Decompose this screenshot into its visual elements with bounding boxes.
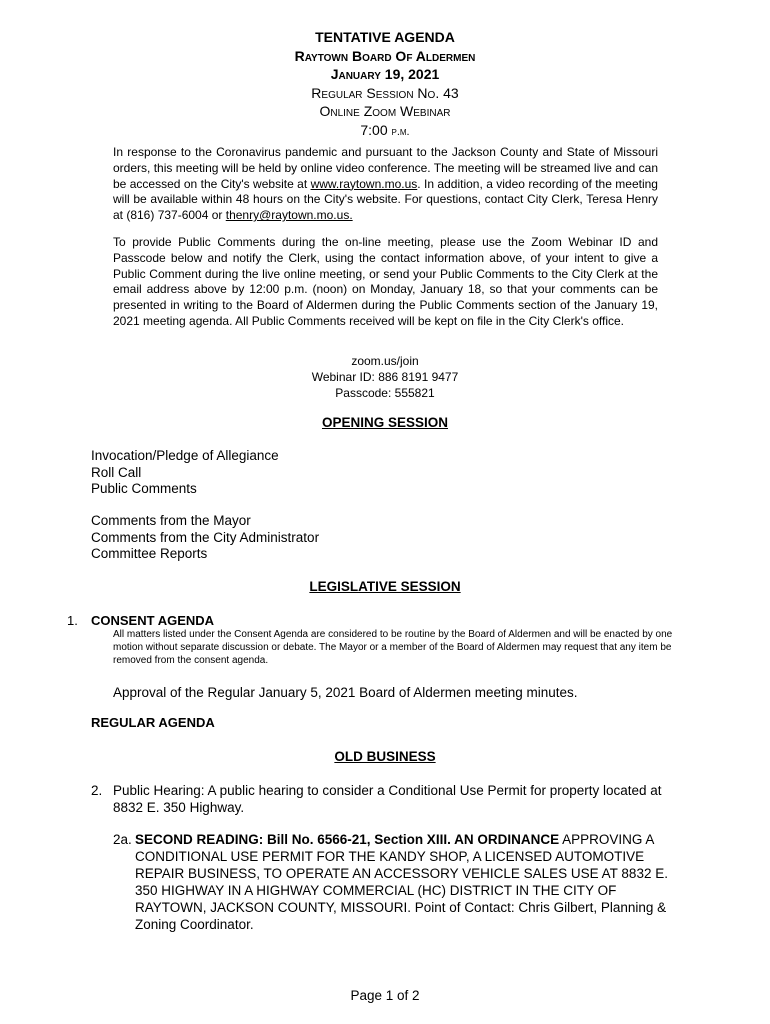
opening-item: Roll Call — [91, 464, 142, 480]
meeting-time-suffix: p.m. — [391, 125, 410, 138]
item-2-number: 2. — [91, 783, 103, 798]
opening-item: Comments from the Mayor — [91, 513, 251, 528]
meeting-time-value: 7:00 — [360, 121, 388, 138]
opening-session-title: OPENING SESSION — [321, 415, 449, 430]
city-website-link[interactable]: www.raytown.mo.us — [310, 176, 418, 191]
opening-item: Invocation/Pledge of Allegiance — [91, 448, 279, 463]
regular-agenda-title: REGULAR AGENDA — [91, 715, 215, 730]
meeting-time — [0, 121, 770, 142]
legislative-session-title: LEGISLATIVE SESSION — [309, 579, 461, 594]
item-2a-number: 2a. — [113, 832, 132, 847]
old-business-title: OLD BUSINESS — [334, 749, 436, 764]
opening-item: Public Comments — [91, 481, 197, 497]
opening-items-group-1 — [91, 448, 279, 498]
passcode: Passcode: 555821 — [335, 386, 435, 401]
consent-agenda-note: All matters listed under the Consent Agenda are considered to be routine by the Board of Aldermen and will be enacted by one motion without separate discussion or debate. The Mayor or a member of the Board of Aldermen may request that any item be removed from the consent agenda. — [113, 629, 673, 666]
webinar-id: Webinar ID: 886 8191 9477 — [311, 370, 459, 385]
clerk-email-link[interactable]: thenry@raytown.mo.us. — [225, 208, 353, 223]
meeting-date: January 19, 2021 — [330, 66, 440, 83]
zoom-url: zoom.us/join — [351, 354, 419, 368]
opening-item: Committee Reports — [91, 546, 208, 562]
item-2a-body: APPROVING A CONDITIONAL USE PERMIT FOR THE KANDY SHOP, A LICENSED AUTOMOTIVE REPAIR BUSINESS, TO OPERATE AN ACCESSORY VEHICLE SALES USE AT 8832 E. 350 HIGHWAY IN A HIGHWAY COMMERCIAL (HC) DISTRICT IN THE CITY OF RAYTOWN, JACKSON COUNTY, MISSOURI. Point of Contact: Chris Gilbert, Planning & Zoning Coordinator. — [135, 832, 668, 932]
item-2a-bold: SECOND READING: Bill No. 6566-21, Section XIII. AN ORDINANCE — [135, 832, 560, 847]
zoom-info — [0, 353, 770, 402]
intro-paragraph-2 — [113, 235, 658, 330]
opening-item: Comments from the City Administrator — [91, 529, 320, 545]
item-2-text: Public Hearing: A public hearing to consider a Conditional Use Permit for property located at 8832 E. 350 Highway. — [113, 783, 662, 815]
opening-items-group-2 — [91, 513, 319, 563]
consent-item-minutes: Approval of the Regular January 5, 2021 Board of Aldermen meeting minutes. — [113, 685, 578, 700]
intro-p1-text-2: . In addition, a video recording of the meeting will be available within 48 hours on the City's website. For questions, contact City Clerk, Teresa Henry at (816) 737-6004 or — [113, 176, 658, 223]
item-2a-text — [135, 831, 680, 933]
session-number: Regular Session No. 43 — [311, 84, 459, 101]
consent-agenda-title: CONSENT AGENDA — [91, 613, 215, 628]
meeting-format: Online Zoom Webinar — [319, 103, 451, 120]
page-number: Page 1 of 2 — [350, 988, 420, 1003]
intro-p1-text: In response to the Coronavirus pandemic and pursuant to the Jackson County and State of Missouri orders, this meeting will be held by online video conference. The meeting will be streamed live and can be accessed on the City's website at — [113, 145, 658, 191]
agenda-header — [0, 28, 770, 142]
intro-p2-text: To provide Public Comments during the on-line meeting, please use the Zoom Webinar ID and Passcode below and notify the Clerk, using the contact information above, of your intent to give a Public Comment during the live online meeting, or send your Public Comments to the City Clerk at the email address above by 12:00 p.m. (noon) on Monday, January 18, so that your comments can be presented in writing to the Board of Aldermen during the Public Comments section of the January 19, 2021 meeting agenda. All Public Comments received will be kept on file in the City Clerk's office. — [113, 235, 658, 328]
board-name: Raytown Board Of Aldermen — [294, 47, 476, 64]
intro-paragraph-1 — [113, 145, 658, 224]
agenda-title: TENTATIVE AGENDA — [315, 29, 455, 45]
consent-agenda-number: 1. — [67, 613, 78, 628]
